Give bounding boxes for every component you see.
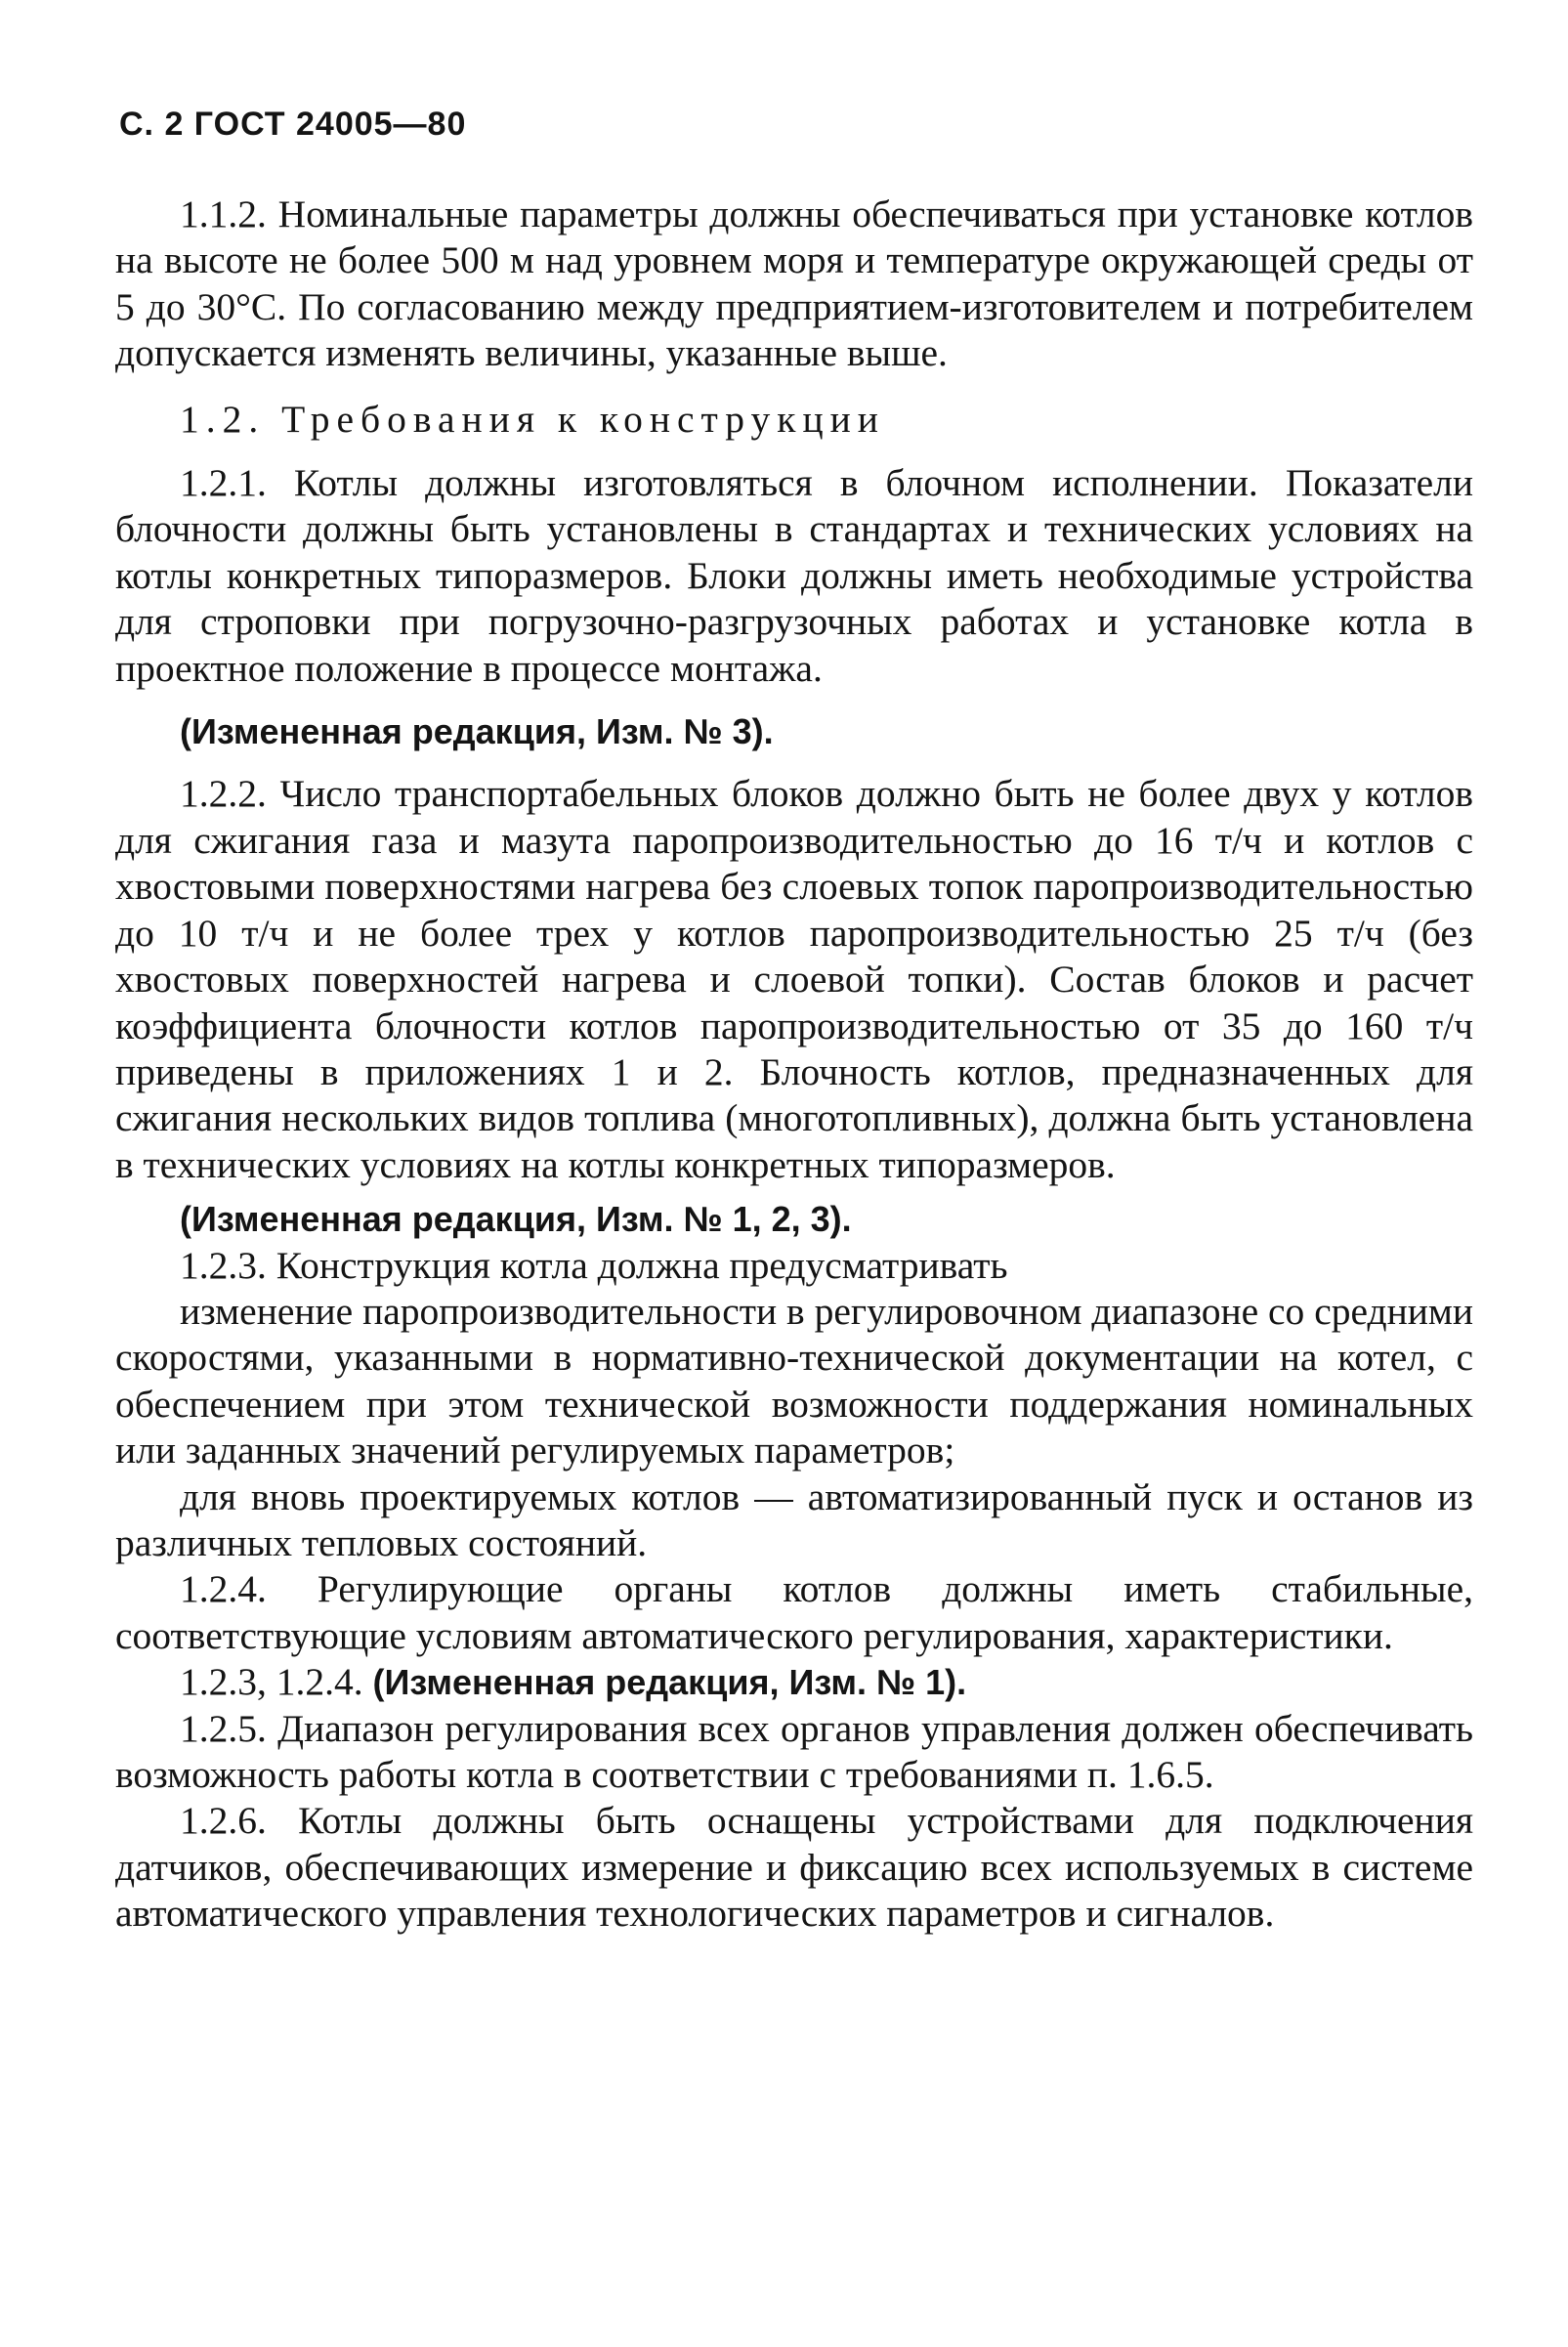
paragraph-1-2-3-item-a: изменение паропроизводительности в регулировочном диапазоне со средними скоростями, указанными в нормативно-технической документации на котел, с обеспечением при этом технической возможности поддержания номинальных или заданных значений регулируемых параметров; bbox=[115, 1289, 1473, 1472]
paragraph-1-2-6: 1.2.6. Котлы должны быть оснащены устройствами для подключения датчиков, обеспечивающих измерение и фиксацию всех используемых в системе автоматического управления технологических параметров и сигналов. bbox=[115, 1799, 1473, 1936]
paragraph-1-2-1: 1.2.1. Котлы должны изготовляться в блочном исполнении. Показатели блочности должны быть установлены в стандартах и технических условиях на котлы конкретных типоразмеров. Блоки должны иметь необходимые устройства для строповки при погрузочно-разгрузочных работах и установке котла в проектное положение в процессе монтажа. bbox=[115, 461, 1473, 690]
amendment-note-3-text: (Измененная редакция, Изм. № 1). bbox=[372, 1662, 967, 1703]
document-body bbox=[115, 192, 1473, 1938]
paragraph-1-1-2: 1.1.2. Номинальные параметры должны обеспечиваться при установке котлов на высоте не более 500 м над уровнем моря и температуре окружающей среды от 5 до 30°С. По согласованию между предприятием-изготовителем и потребителем допускается изменять величины, указанные выше. bbox=[115, 192, 1473, 375]
paragraph-1-2-4: 1.2.4. Регулирующие органы котлов должны иметь стабильные, соответствующие условиям автоматического регулирования, характеристики. bbox=[115, 1567, 1473, 1657]
paragraph-1-2-5: 1.2.5. Диапазон регулирования всех органов управления должен обеспечивать возможность работы котла в соответствии с требованиями п. 1.6.5. bbox=[115, 1706, 1473, 1796]
amendment-note-1: (Измененная редакция, Изм. № 3). bbox=[180, 711, 774, 752]
paragraph-1-2-2: 1.2.2. Число транспортабельных блоков должно быть не более двух у котлов для сжигания газа и мазута паропроизводительностью до 16 т/ч и котлов с хвостовыми поверхностями нагрева без слоевых топок паропроизводительностью до 10 т/ч и не более трех у котлов паропроизводительностью 25 т/ч (без хвостовых поверхностей нагрева и слоевой топки). Состав блоков и расчет коэффициента блочности котлов паропроизводительностью от 35 до 160 т/ч приведены в приложениях 1 и 2. Блочность котлов, предназначенных для сжигания нескольких видов топлива (многотопливных), должна быть установлена в технических условиях на котлы конкретных типоразмеров. bbox=[115, 772, 1473, 1186]
paragraph-1-2-3-item-b: для вновь проектируемых котлов — автоматизированный пуск и останов из различных тепловых состояний. bbox=[115, 1474, 1473, 1564]
section-heading-1-2: 1.2. Требования к конструкции bbox=[180, 397, 885, 441]
page-header: С. 2 ГОСТ 24005—80 bbox=[119, 106, 467, 143]
amendment-note-2: (Измененная редакция, Изм. № 1, 2, 3). bbox=[180, 1199, 852, 1240]
amendment-note-3 bbox=[115, 1659, 1473, 1705]
amendment-note-3-ref: 1.2.3, 1.2.4. bbox=[180, 1660, 363, 1704]
paragraph-1-2-3: 1.2.3. Конструкция котла должна предусматривать bbox=[180, 1243, 1008, 1287]
